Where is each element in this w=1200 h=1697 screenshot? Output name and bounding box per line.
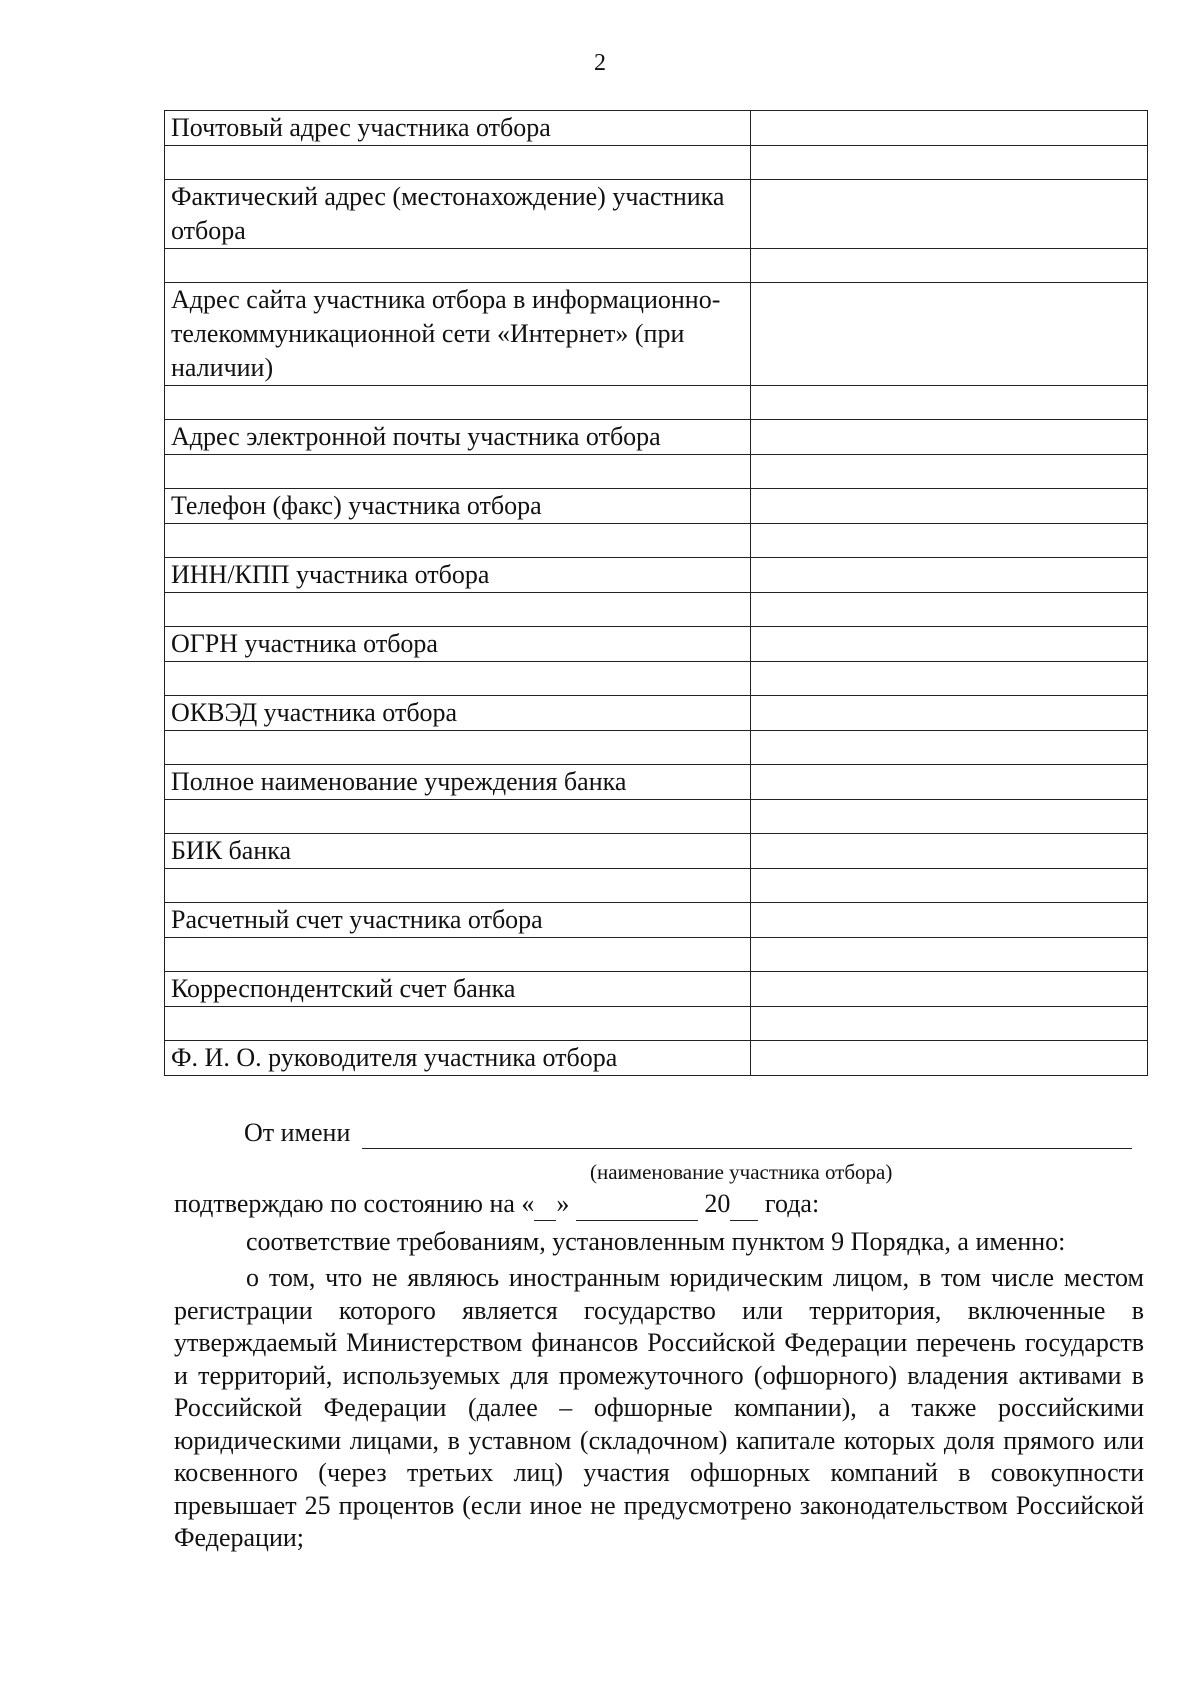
- table-row-spacer: [165, 146, 1148, 180]
- spacer-cell: [751, 938, 1148, 972]
- table-row: [165, 489, 1148, 524]
- spacer-cell: [751, 386, 1148, 420]
- confirm-date-line: [174, 1188, 1144, 1221]
- participant-name-blank[interactable]: [362, 1148, 1132, 1149]
- field-value[interactable]: [751, 972, 1148, 1007]
- table-row: [165, 834, 1148, 869]
- from-name-row: [174, 1118, 1144, 1158]
- spacer-cell: [751, 800, 1148, 834]
- from-name-label: От имени: [244, 1118, 351, 1147]
- field-label: Фактический адрес (местонахождение) участника отбора: [165, 180, 751, 249]
- confirm-suffix: года:: [764, 1189, 820, 1218]
- table-row: [165, 111, 1148, 146]
- spacer-cell: [165, 1007, 751, 1041]
- field-label: Ф. И. О. руководителя участника отбора: [165, 1041, 751, 1076]
- day-blank[interactable]: [534, 1188, 556, 1221]
- field-label: Корреспондентский счет банка: [165, 972, 751, 1007]
- table-row-spacer: [165, 249, 1148, 283]
- table-row: [165, 180, 1148, 249]
- spacer-cell: [751, 731, 1148, 765]
- table-row: [165, 283, 1148, 386]
- spacer-cell: [165, 662, 751, 696]
- confirm-year-prefix: 20: [704, 1189, 731, 1218]
- year-blank[interactable]: [730, 1188, 758, 1221]
- table-row: [165, 696, 1148, 731]
- spacer-cell: [165, 455, 751, 489]
- table-row: [165, 765, 1148, 800]
- field-label: ОГРН участника отбора: [165, 627, 751, 662]
- table-row-spacer: [165, 662, 1148, 696]
- spacer-cell: [751, 146, 1148, 180]
- table-row-spacer: [165, 800, 1148, 834]
- spacer-cell: [165, 146, 751, 180]
- field-label: ОКВЭД участника отбора: [165, 696, 751, 731]
- field-value[interactable]: [751, 903, 1148, 938]
- participant-name-caption: (наименование участника отбора): [590, 1160, 893, 1184]
- field-label: Телефон (факс) участника отбора: [165, 489, 751, 524]
- field-value[interactable]: [751, 834, 1148, 869]
- table-row-spacer: [165, 1007, 1148, 1041]
- spacer-cell: [751, 249, 1148, 283]
- field-label: Полное наименование учреждения банка: [165, 765, 751, 800]
- spacer-cell: [751, 455, 1148, 489]
- field-label: БИК банка: [165, 834, 751, 869]
- field-value[interactable]: [751, 111, 1148, 146]
- table-row: [165, 972, 1148, 1007]
- field-label: Расчетный счет участника отбора: [165, 903, 751, 938]
- spacer-cell: [751, 662, 1148, 696]
- table-row: [165, 627, 1148, 662]
- spacer-cell: [751, 1007, 1148, 1041]
- table-row: [165, 420, 1148, 455]
- spacer-cell: [165, 593, 751, 627]
- table-row-spacer: [165, 731, 1148, 765]
- participant-info-table: [164, 110, 1148, 1076]
- field-value[interactable]: [751, 180, 1148, 249]
- field-label: Почтовый адрес участника отбора: [165, 111, 751, 146]
- requirements-line: соответствие требованиям, установленным пунктом 9 Порядка, а именно:: [246, 1227, 1066, 1256]
- participant-info-table-body: [165, 111, 1148, 1076]
- page-number: 2: [594, 50, 606, 76]
- spacer-cell: [165, 800, 751, 834]
- spacer-cell: [165, 524, 751, 558]
- field-value[interactable]: [751, 627, 1148, 662]
- spacer-cell: [165, 938, 751, 972]
- table-row-spacer: [165, 593, 1148, 627]
- table-row-spacer: [165, 869, 1148, 903]
- confirm-quote-close: »: [556, 1189, 570, 1218]
- spacer-cell: [751, 593, 1148, 627]
- table-row-spacer: [165, 524, 1148, 558]
- table-row: [165, 558, 1148, 593]
- spacer-cell: [165, 731, 751, 765]
- spacer-cell: [751, 524, 1148, 558]
- spacer-cell: [165, 869, 751, 903]
- field-value[interactable]: [751, 420, 1148, 455]
- field-label: Адрес электронной почты участника отбора: [165, 420, 751, 455]
- spacer-cell: [165, 386, 751, 420]
- field-value[interactable]: [751, 489, 1148, 524]
- field-value[interactable]: [751, 283, 1148, 386]
- field-label: ИНН/КПП участника отбора: [165, 558, 751, 593]
- month-blank[interactable]: [576, 1188, 698, 1221]
- spacer-cell: [751, 869, 1148, 903]
- field-value[interactable]: [751, 1041, 1148, 1076]
- field-value[interactable]: [751, 696, 1148, 731]
- offshore-clause: о том, что не являюсь иностранным юридическим лицом, в том числе местом регистрации которого является государство или территория, включенные в утверждаемый Министерством финансов Российской Федерации перечень государств и территорий, используемых для промежуточного (офшорного) владения активами в Российской Федерации (далее – офшорные компании), а также российскими юридическими лицами, в уставном (складочном) капитале которых доля прямого или косвенного (через третьих лиц) участия офшорных компаний в совокупности превышает 25 процентов (если иное не предусмотрено законодательством Российской Федерации;: [174, 1263, 1144, 1552]
- confirm-prefix: подтверждаю по состоянию на «: [174, 1189, 535, 1218]
- table-row: [165, 903, 1148, 938]
- field-label: Адрес сайта участника отбора в информационно-телекоммуникационной сети «Интернет» (при наличии): [165, 283, 751, 386]
- field-value[interactable]: [751, 765, 1148, 800]
- table-row-spacer: [165, 386, 1148, 420]
- spacer-cell: [165, 249, 751, 283]
- table-row: [165, 1041, 1148, 1076]
- table-row-spacer: [165, 938, 1148, 972]
- field-value[interactable]: [751, 558, 1148, 593]
- table-row-spacer: [165, 455, 1148, 489]
